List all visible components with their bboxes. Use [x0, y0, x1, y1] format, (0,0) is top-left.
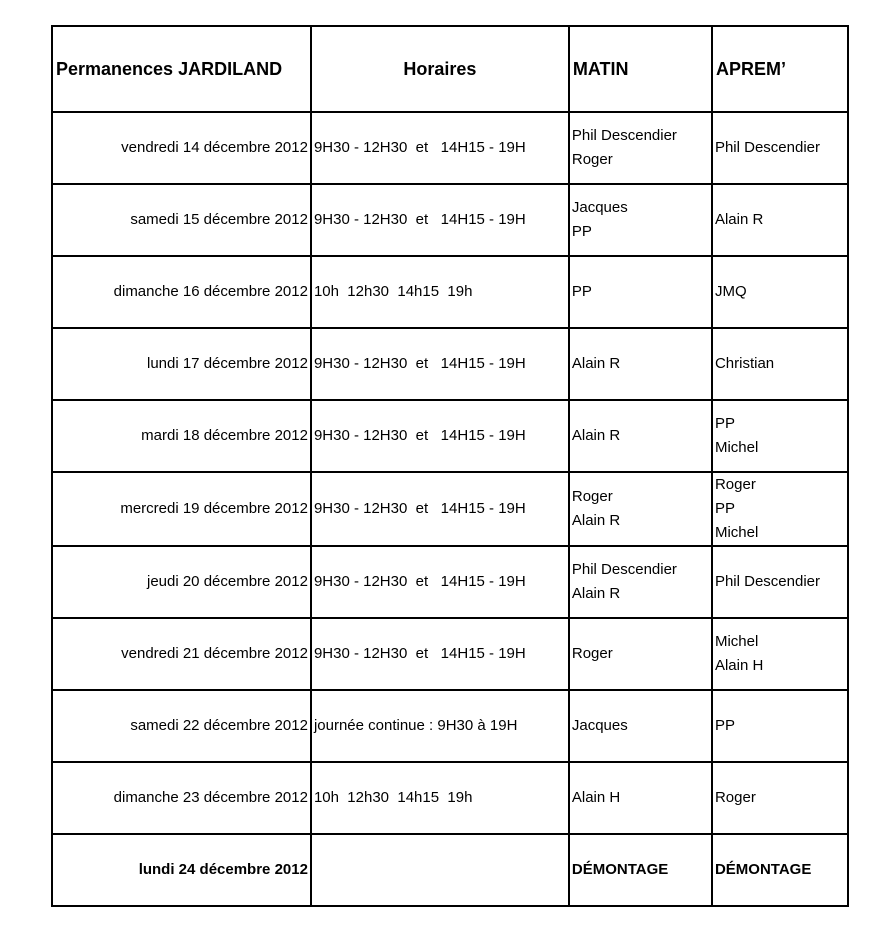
volunteer-name: Jacques — [571, 199, 628, 216]
row-morning — [569, 184, 712, 256]
row-hours: 9H30 - 12H30 et 14H15 - 19H — [311, 400, 569, 472]
row-hours: 9H30 - 12H30 et 14H15 - 19H — [311, 546, 569, 618]
table-row — [52, 762, 848, 834]
table-row — [52, 618, 848, 690]
row-morning — [569, 762, 712, 834]
row-hours: 10h 12h30 14h15 19h — [311, 256, 569, 328]
table-row — [52, 834, 848, 906]
row-hours: 9H30 - 12H30 et 14H15 - 19H — [311, 328, 569, 400]
volunteer-name: Phil Descendier — [571, 561, 677, 578]
volunteer-name: Roger — [571, 645, 613, 662]
row-morning — [569, 328, 712, 400]
row-date: mercredi 19 décembre 2012 — [52, 472, 311, 546]
row-date: samedi 15 décembre 2012 — [52, 184, 311, 256]
header-row — [52, 26, 848, 112]
volunteer-name: Roger — [714, 476, 756, 493]
row-morning — [569, 472, 712, 546]
volunteer-name: Alain R — [571, 512, 621, 529]
volunteer-name: Phil Descendier — [714, 573, 821, 590]
row-morning — [569, 690, 712, 762]
row-morning — [569, 834, 712, 906]
row-afternoon — [712, 328, 848, 400]
row-morning — [569, 256, 712, 328]
table-row — [52, 546, 848, 618]
volunteer-name: Phil Descendier — [714, 139, 821, 156]
volunteer-name: PP — [571, 223, 592, 240]
table-row — [52, 184, 848, 256]
volunteer-name: Christian — [714, 355, 775, 372]
volunteer-name: Alain R — [571, 355, 621, 372]
volunteer-name: PP — [714, 415, 735, 432]
header-afternoon: APREM’ — [712, 26, 848, 112]
row-date: mardi 18 décembre 2012 — [52, 400, 311, 472]
row-afternoon — [712, 184, 848, 256]
table-row — [52, 400, 848, 472]
table-row — [52, 112, 848, 184]
row-afternoon — [712, 618, 848, 690]
row-date: vendredi 21 décembre 2012 — [52, 618, 311, 690]
volunteer-name: PP — [571, 283, 592, 300]
schedule-body — [52, 112, 848, 906]
row-date: dimanche 23 décembre 2012 — [52, 762, 311, 834]
volunteer-name: Michel — [714, 524, 759, 541]
volunteer-name: PP — [714, 500, 735, 517]
row-afternoon — [712, 762, 848, 834]
table-row — [52, 472, 848, 546]
row-hours — [311, 834, 569, 906]
volunteer-name: Roger — [714, 789, 756, 806]
row-afternoon — [712, 690, 848, 762]
row-date: dimanche 16 décembre 2012 — [52, 256, 311, 328]
row-morning — [569, 400, 712, 472]
row-morning — [569, 112, 712, 184]
volunteer-name: Alain H — [571, 789, 621, 806]
row-morning — [569, 546, 712, 618]
volunteer-name: Alain R — [571, 427, 621, 444]
volunteer-name: JMQ — [714, 283, 747, 300]
row-afternoon — [712, 112, 848, 184]
row-afternoon — [712, 834, 848, 906]
volunteer-name: Alain H — [714, 657, 764, 674]
volunteer-name: PP — [714, 717, 735, 734]
schedule-table — [51, 25, 849, 907]
row-date: lundi 24 décembre 2012 — [52, 834, 311, 906]
row-hours: journée continue : 9H30 à 19H — [311, 690, 569, 762]
row-hours: 10h 12h30 14h15 19h — [311, 762, 569, 834]
row-afternoon — [712, 546, 848, 618]
row-afternoon — [712, 400, 848, 472]
volunteer-name: Michel — [714, 633, 759, 650]
header-morning: MATIN — [569, 26, 712, 112]
table-row — [52, 690, 848, 762]
header-hours: Horaires — [311, 26, 569, 112]
volunteer-name: Roger — [571, 151, 613, 168]
row-date: samedi 22 décembre 2012 — [52, 690, 311, 762]
volunteer-name: Michel — [714, 439, 759, 456]
volunteer-name: Alain R — [714, 211, 764, 228]
row-hours: 9H30 - 12H30 et 14H15 - 19H — [311, 184, 569, 256]
volunteer-name: Jacques — [571, 717, 628, 734]
volunteer-name: DÉMONTAGE — [571, 861, 669, 878]
row-hours: 9H30 - 12H30 et 14H15 - 19H — [311, 472, 569, 546]
row-date: jeudi 20 décembre 2012 — [52, 546, 311, 618]
row-hours: 9H30 - 12H30 et 14H15 - 19H — [311, 112, 569, 184]
table-row — [52, 328, 848, 400]
row-morning — [569, 618, 712, 690]
volunteer-name: DÉMONTAGE — [714, 861, 812, 878]
row-date: lundi 17 décembre 2012 — [52, 328, 311, 400]
volunteer-name: Phil Descendier — [571, 127, 677, 144]
volunteer-name: Roger — [571, 488, 613, 505]
row-date: vendredi 14 décembre 2012 — [52, 112, 311, 184]
header-date: Permanences JARDILAND — [52, 26, 311, 112]
row-afternoon — [712, 472, 848, 546]
table-row — [52, 256, 848, 328]
volunteer-name: Alain R — [571, 585, 621, 602]
row-afternoon — [712, 256, 848, 328]
row-hours: 9H30 - 12H30 et 14H15 - 19H — [311, 618, 569, 690]
